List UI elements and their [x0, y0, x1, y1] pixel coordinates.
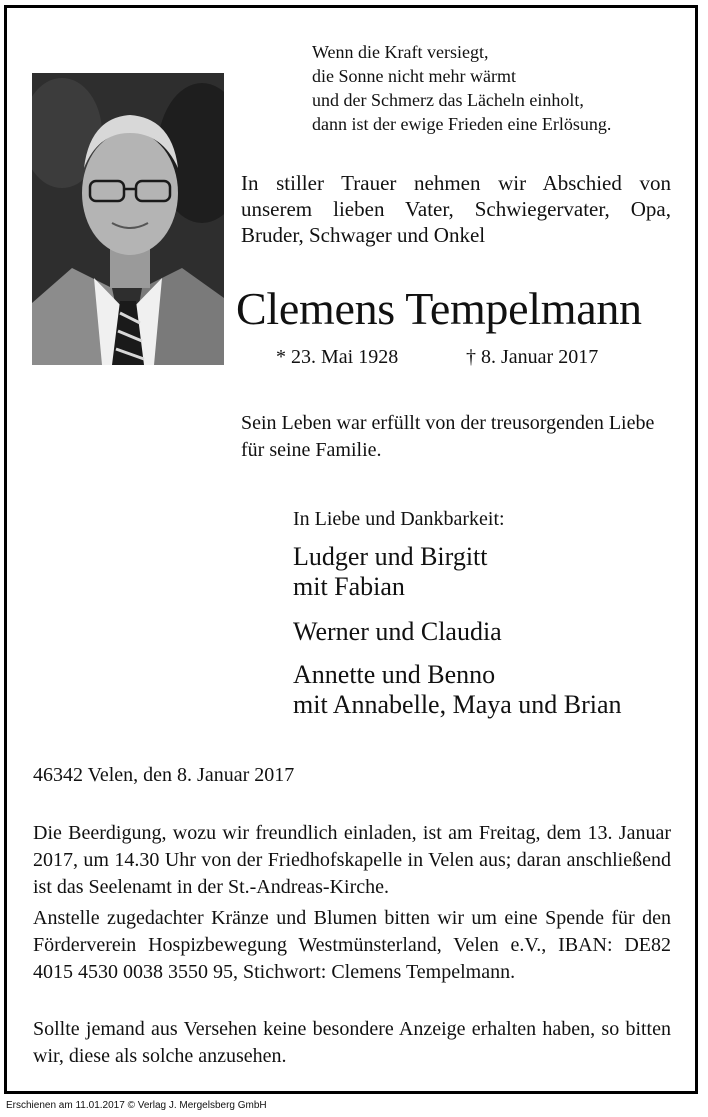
- family-line: mit Annabelle, Maya und Brian: [293, 690, 622, 719]
- portrait-illustration: [32, 73, 224, 365]
- family-group: [293, 542, 488, 602]
- poem: [312, 40, 611, 136]
- family-group: [293, 617, 502, 647]
- donation-notice: Anstelle zugedachter Kränze und Blumen bitten wir um eine Spende für den Förderverein Hospizbewegung Westmünsterland, Velen e.V., IBAN: DE82 4015 4530 0038 3550 95, Stichwort: Clemens Tempelmann.: [33, 907, 671, 983]
- poem-line: die Sonne nicht mehr wärmt: [312, 66, 516, 86]
- family-line: mit Fabian: [293, 572, 405, 601]
- family-line: Annette und Benno: [293, 660, 496, 689]
- publication-footer: Erschienen am 11.01.2017 © Verlag J. Mergelsberg GmbH: [6, 1100, 267, 1111]
- death-date: † 8. Januar 2017: [466, 346, 599, 368]
- poem-line: und der Schmerz das Lächeln einholt,: [312, 90, 584, 110]
- deceased-name: Clemens Tempelmann: [236, 283, 642, 334]
- thanks-heading: In Liebe und Dankbarkeit:: [293, 508, 505, 530]
- portrait-photo: [32, 73, 224, 365]
- poem-line: Wenn die Kraft versiegt,: [312, 42, 489, 62]
- funeral-notice: Die Beerdigung, wozu wir freundlich einladen, ist am Freitag, dem 13. Januar 2017, um 14.30 Uhr von der Friedhofskapelle in Velen aus; daran anschließend ist das Seelenamt in der St.-Andreas-Kirche.: [33, 822, 671, 898]
- birth-date: * 23. Mai 1928: [276, 346, 399, 368]
- family-group: [293, 660, 622, 720]
- family-line: Werner und Claudia: [293, 617, 502, 646]
- poem-line: dann ist der ewige Frieden eine Erlösung.: [312, 114, 612, 134]
- family-line: Ludger und Birgitt: [293, 542, 488, 571]
- life-text: Sein Leben war erfüllt von der treusorgenden Liebe für seine Familie.: [241, 412, 655, 461]
- intro-text: In stiller Trauer nehmen wir Abschied von unserem lieben Vater, Schwiegervater, Opa, Bruder, Schwager und Onkel: [241, 171, 671, 247]
- notification-notice: Sollte jemand aus Versehen keine besondere Anzeige erhalten haben, so bitten wir, diese als solche anzusehen.: [33, 1018, 671, 1067]
- place-date: 46342 Velen, den 8. Januar 2017: [33, 764, 295, 786]
